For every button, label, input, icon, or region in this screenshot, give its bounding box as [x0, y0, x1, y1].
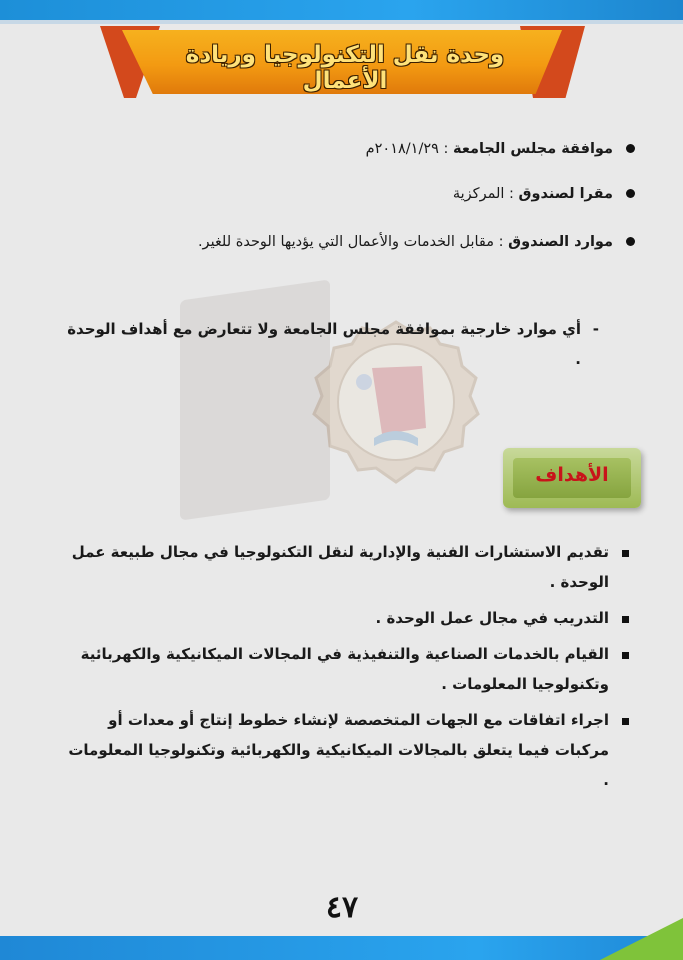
bottom-blue-band [0, 936, 683, 960]
square-bullet-icon [622, 652, 629, 659]
info-value: ٢٠١٨/١/٢٩م [365, 141, 439, 157]
info-item-headquarters [65, 179, 635, 209]
info-item-approval [65, 134, 635, 164]
goal-item [65, 537, 631, 597]
sub-item [61, 314, 601, 374]
top-blue-band [0, 0, 683, 20]
info-label: موارد الصندوق [508, 234, 613, 250]
bullet-dot-icon [626, 144, 635, 153]
square-bullet-icon [622, 616, 629, 623]
goal-text: التدريب في مجال عمل الوحدة . [375, 609, 609, 627]
info-separator: : [504, 186, 519, 202]
info-label: موافقة مجلس الجامعة [453, 141, 613, 157]
page-title: وحدة نقل التكنولوجيا وريادة الأعمال [185, 42, 505, 94]
goal-text: اجراء اتفاقات مع الجهات المتخصصة لإنشاء خطوط إنتاج أو معدات أو مركبات فيما يتعلق بالمجالات الميكانيكية والكهربائية وتكنولوجيا المعلومات . [68, 711, 609, 789]
goal-item [65, 603, 631, 633]
info-value: مقابل الخدمات والأعمال التي يؤديها الوحدة للغير. [197, 234, 495, 250]
bullet-dot-icon [626, 237, 635, 246]
goal-text: القيام بالخدمات الصناعية والتنفيذية في المجالات الميكانيكية والكهربائية وتكنولوجيا المعلومات . [80, 645, 609, 693]
info-list [65, 134, 635, 260]
square-bullet-icon [622, 550, 629, 557]
bullet-dot-icon [626, 189, 635, 198]
goal-text: تقديم الاستشارات الفنية والإدارية لنقل التكنولوجيا في مجال طبيعة عمل الوحدة . [71, 543, 609, 591]
sub-item-text: أي موارد خارجية بموافقة مجلس الجامعة ولا تتعارض مع أهداف الوحدة . [67, 320, 581, 368]
goals-list [65, 537, 631, 797]
goal-item [65, 705, 631, 795]
goals-heading-inner [513, 458, 631, 498]
goals-heading-box [503, 448, 641, 508]
square-bullet-icon [622, 718, 629, 725]
goal-item [65, 639, 631, 699]
page-number: ٤٧ [325, 890, 359, 925]
goals-heading: الأهداف [535, 464, 609, 486]
top-band-shadow [0, 20, 683, 24]
dash-bullet-icon: - [592, 320, 599, 338]
info-label: مقرا لصندوق [518, 186, 613, 202]
info-value: المركزية [452, 186, 505, 202]
info-separator: : [494, 234, 509, 250]
info-separator: : [438, 141, 454, 157]
info-item-resources [65, 224, 635, 260]
